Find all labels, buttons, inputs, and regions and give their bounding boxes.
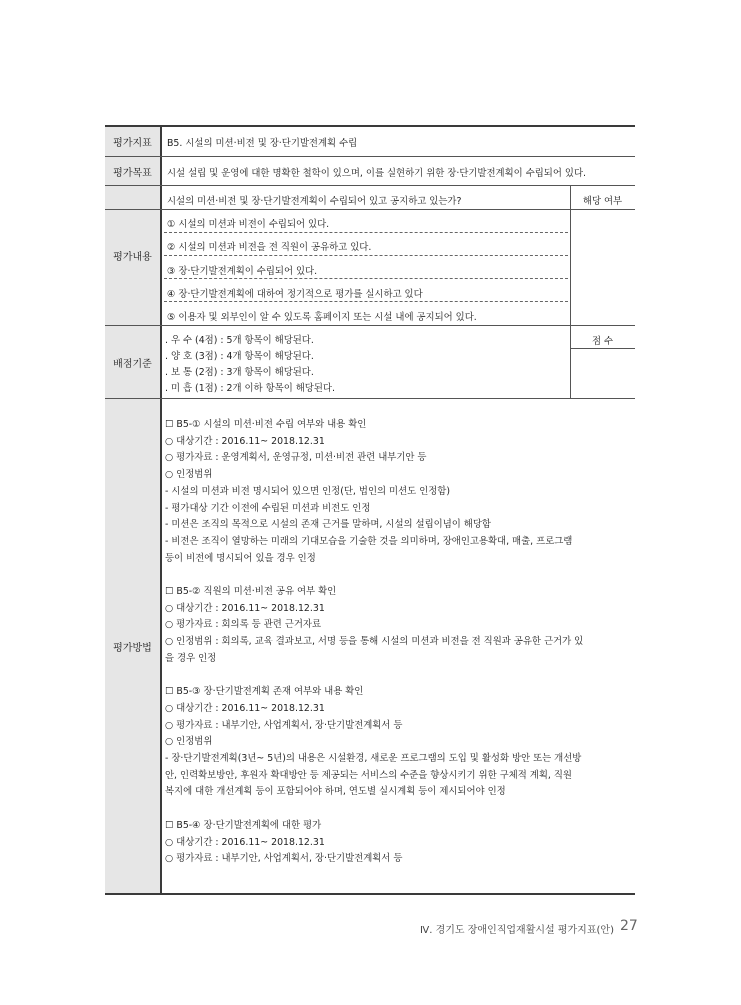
scoring-line: . 미 흡 (1점) : 2개 이하 항목이 해당된다. [165, 383, 335, 394]
method-line: 을 경우 인정 [165, 652, 217, 664]
evaluation-table [105, 125, 635, 895]
method-line: ☐ B5-③ 장·단기발전계획 존재 여부와 내용 확인 [165, 686, 364, 698]
method-line: 등이 비전에 명시되어 있을 경우 인정 [165, 552, 316, 564]
row-label-scoring: 배점기준 [105, 326, 162, 398]
method-line: ○ 인정범위 [165, 469, 213, 481]
method-line: ○ 인정범위 : 회의록, 교육 결과보고, 서명 등을 통해 시설의 미션과 비전을 전 직원과 공유한 근거가 있 [165, 636, 584, 648]
method-line: - 평가대상 기간 이전에 수립된 미션과 비전도 인정 [165, 502, 371, 514]
page-number: 27 [620, 918, 638, 934]
score-header: 점 수 [591, 336, 614, 347]
content-item: ① 시설의 미션과 비전이 수립되어 있다. [167, 219, 330, 230]
method-line: ○ 대상기간 : 2016.11~ 2018.12.31 [165, 602, 325, 614]
footer-text: Ⅳ. 경기도 장애인직업재활시설 평가지표(안) [420, 925, 614, 936]
method-line: ☐ B5-④ 장·단기발전계획에 대한 평가 [165, 819, 322, 831]
content-item: ② 시설의 미션과 비전을 전 직원이 공유하고 있다. [167, 242, 372, 253]
method-line: ○ 대상기간 : 2016.11~ 2018.12.31 [165, 702, 325, 714]
row-label-content: 평가내용 [105, 186, 162, 325]
content-item: ⑤ 이용자 및 외부인이 알 수 있도록 홈페이지 또는 시설 내에 공지되어 있다. [167, 312, 477, 323]
method-line: ☐ B5-① 시설의 미션·비전 수립 여부와 내용 확인 [165, 419, 367, 430]
content-item: ④ 장·단기발전계획에 대하여 정기적으로 평가를 실시하고 있다 [167, 289, 423, 300]
applicable-header: 해당 여부 [582, 196, 623, 207]
method-line: ○ 대상기간 : 2016.11~ 2018.12.31 [165, 435, 325, 447]
scoring-line: . 보 통 (2점) : 3개 항목이 해당된다. [165, 367, 314, 378]
goal-value: 시설 설립 및 운영에 대한 명확한 철학이 있으며, 이를 실현하기 위한 장·단기발전계획이 수립되어 있다. [167, 168, 586, 179]
method-line: - 미션은 조직의 목적으로 시설의 존재 근거를 말하며, 시설의 설립이념이 해당함 [165, 519, 491, 531]
row-label-indicator: 평가지표 [105, 127, 162, 156]
method-line: ○ 평가자료 : 운영계획서, 운영규정, 미션·비전 관련 내부기안 등 [165, 452, 427, 464]
method-line: ○ 인정범위 [165, 736, 213, 748]
row-label-goal: 평가목표 [105, 157, 162, 185]
content-item: ③ 장·단기발전계획이 수립되어 있다. [167, 266, 318, 277]
scoring-line: . 우 수 (4점) : 5개 항목이 해당된다. [165, 335, 314, 346]
indicator-value: B5. 시설의 미션·비전 및 장·단기발전계획 수립 [167, 138, 358, 149]
scoring-line: . 양 호 (3점) : 4개 항목이 해당된다. [165, 351, 314, 362]
method-line: ○ 대상기간 : 2016.11~ 2018.12.31 [165, 836, 325, 848]
method-line: - 장·단기발전계획(3년~ 5년)의 내용은 시설환경, 새로운 프로그램의 도입 및 활성화 방안 또는 개선방 [165, 753, 582, 764]
method-line: 복지에 대한 개선계획 등이 포함되어야 하며, 연도별 실시계획 등이 제시되어야 인정 [165, 786, 506, 798]
row-label-method: 평가방법 [105, 399, 162, 893]
content-question: 시설의 미션·비전 및 장·단기발전계획이 수립되어 있고 공지하고 있는가? [167, 196, 462, 207]
method-line: ☐ B5-② 직원의 미션·비전 공유 여부 확인 [165, 586, 337, 597]
method-line: ○ 평가자료 : 내부기안, 사업계획서, 장·단기발전계획서 등 [165, 719, 403, 731]
method-line: 안, 인력확보방안, 후원자 확대방안 등 제공되는 서비스의 수준을 향상시키기 위한 구체적 계획, 직원 [165, 769, 572, 781]
method-line: - 시설의 미션과 비전 명시되어 있으면 인정(단, 법인의 미션도 인정함) [165, 485, 451, 497]
method-line: ○ 평가자료 : 내부기안, 사업계획서, 장·단기발전계획서 등 [165, 853, 403, 865]
method-line: ○ 평가자료 : 회의록 등 관련 근거자료 [165, 619, 322, 631]
method-line: - 비전은 조직이 열망하는 미래의 기대모습을 기술한 것을 의미하며, 장애인고용확대, 매출, 프로그램 [165, 535, 573, 547]
